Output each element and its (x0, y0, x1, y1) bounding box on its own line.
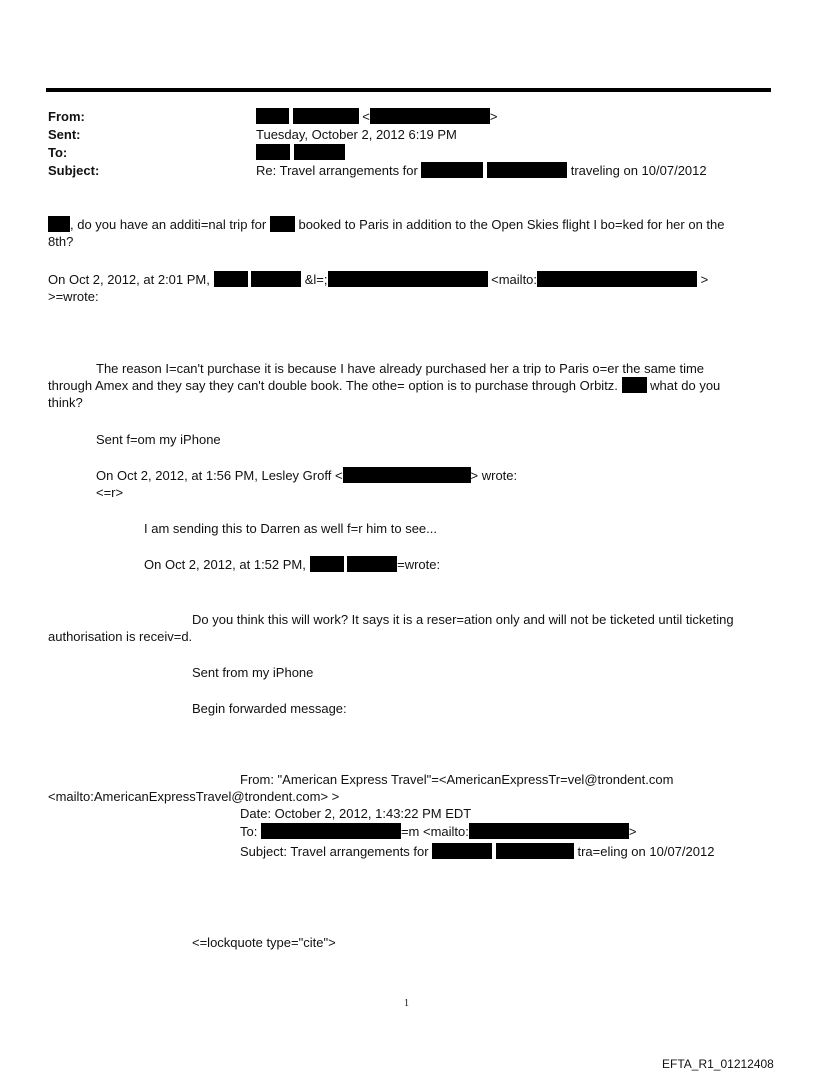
redaction (496, 843, 574, 859)
redaction (270, 216, 295, 232)
quote-header-1-cont: >=wrote: (48, 289, 99, 304)
redaction (469, 823, 629, 839)
body-para-2-line3: think? (48, 395, 83, 410)
to-value (256, 144, 345, 161)
fwd-to: To: =m <mailto: > (240, 824, 637, 839)
quote-header-1: On Oct 2, 2012, at 2:01 PM, &l=; <mailto: > (48, 272, 709, 287)
redaction (261, 823, 401, 839)
fwd-from: From: "American Express Travel"=<AmericanExpressTr=vel@trondent.com (240, 772, 674, 787)
redaction (48, 216, 70, 232)
fwd-from-cont: <mailto:AmericanExpressTravel@trondent.com> > (48, 789, 340, 804)
body-para-4: Do you think this will work? It says it is a reser=ation only and will not be ticketed until ticketing (192, 612, 734, 627)
redaction (293, 108, 359, 124)
redaction (256, 144, 290, 160)
body-para-4-line2: authorisation is receiv=d. (48, 629, 193, 644)
signature-1: Sent f=om my iPhone (96, 432, 221, 447)
redaction (432, 843, 492, 859)
quote-header-2: On Oct 2, 2012, at 1:56 PM, Lesley Groff < > wrote: (96, 468, 518, 483)
redaction (421, 162, 483, 178)
redaction (251, 271, 301, 287)
redaction (370, 108, 490, 124)
quote-header-2-cont: <=r> (96, 485, 124, 500)
redaction (214, 271, 248, 287)
to-label: To: (48, 145, 68, 160)
blockquote-tag: <=lockquote type="cite"> (192, 935, 336, 950)
body-para-2: The reason I=can't purchase it is because I have already purchased her a trip to Paris o=er the same time (96, 361, 705, 376)
body-para-1: , do you have an additi=nal trip for booked to Paris in addition to the Open Skies flight I bo=ked for her on the (48, 216, 725, 233)
document-id: EFTA_R1_01212408 (662, 1057, 774, 1071)
subject-value: Re: Travel arrangements for traveling on 10/07/2012 (256, 163, 707, 178)
header-rule (46, 88, 771, 92)
redaction (328, 271, 488, 287)
page-number: 1 (404, 998, 409, 1009)
body-para-1-cont: 8th? (48, 234, 74, 249)
redaction (310, 556, 344, 572)
body-para-3: I am sending this to Darren as well f=r him to see... (144, 521, 437, 536)
from-label: From: (48, 109, 85, 124)
redaction (347, 556, 397, 572)
redaction (622, 377, 647, 393)
body-para-2-line2: through Amex and they say they can't double book. The othe= option is to purchase through Orbitz. what do you (48, 378, 721, 393)
sent-value: Tuesday, October 2, 2012 6:19 PM (256, 127, 457, 142)
redaction (294, 144, 345, 160)
fwd-date: Date: October 2, 2012, 1:43:22 PM EDT (240, 806, 472, 821)
begin-forwarded: Begin forwarded message: (192, 701, 347, 716)
subject-label: Subject: (48, 163, 100, 178)
redaction (537, 271, 697, 287)
fwd-subject: Subject: Travel arrangements for tra=eling on 10/07/2012 (240, 844, 715, 859)
from-value: < > (256, 108, 497, 125)
signature-2: Sent from my iPhone (192, 665, 314, 680)
redaction (343, 467, 471, 483)
quote-header-3: On Oct 2, 2012, at 1:52 PM, =wrote: (144, 557, 441, 572)
sent-label: Sent: (48, 127, 81, 142)
redaction (256, 108, 289, 124)
redaction (487, 162, 567, 178)
